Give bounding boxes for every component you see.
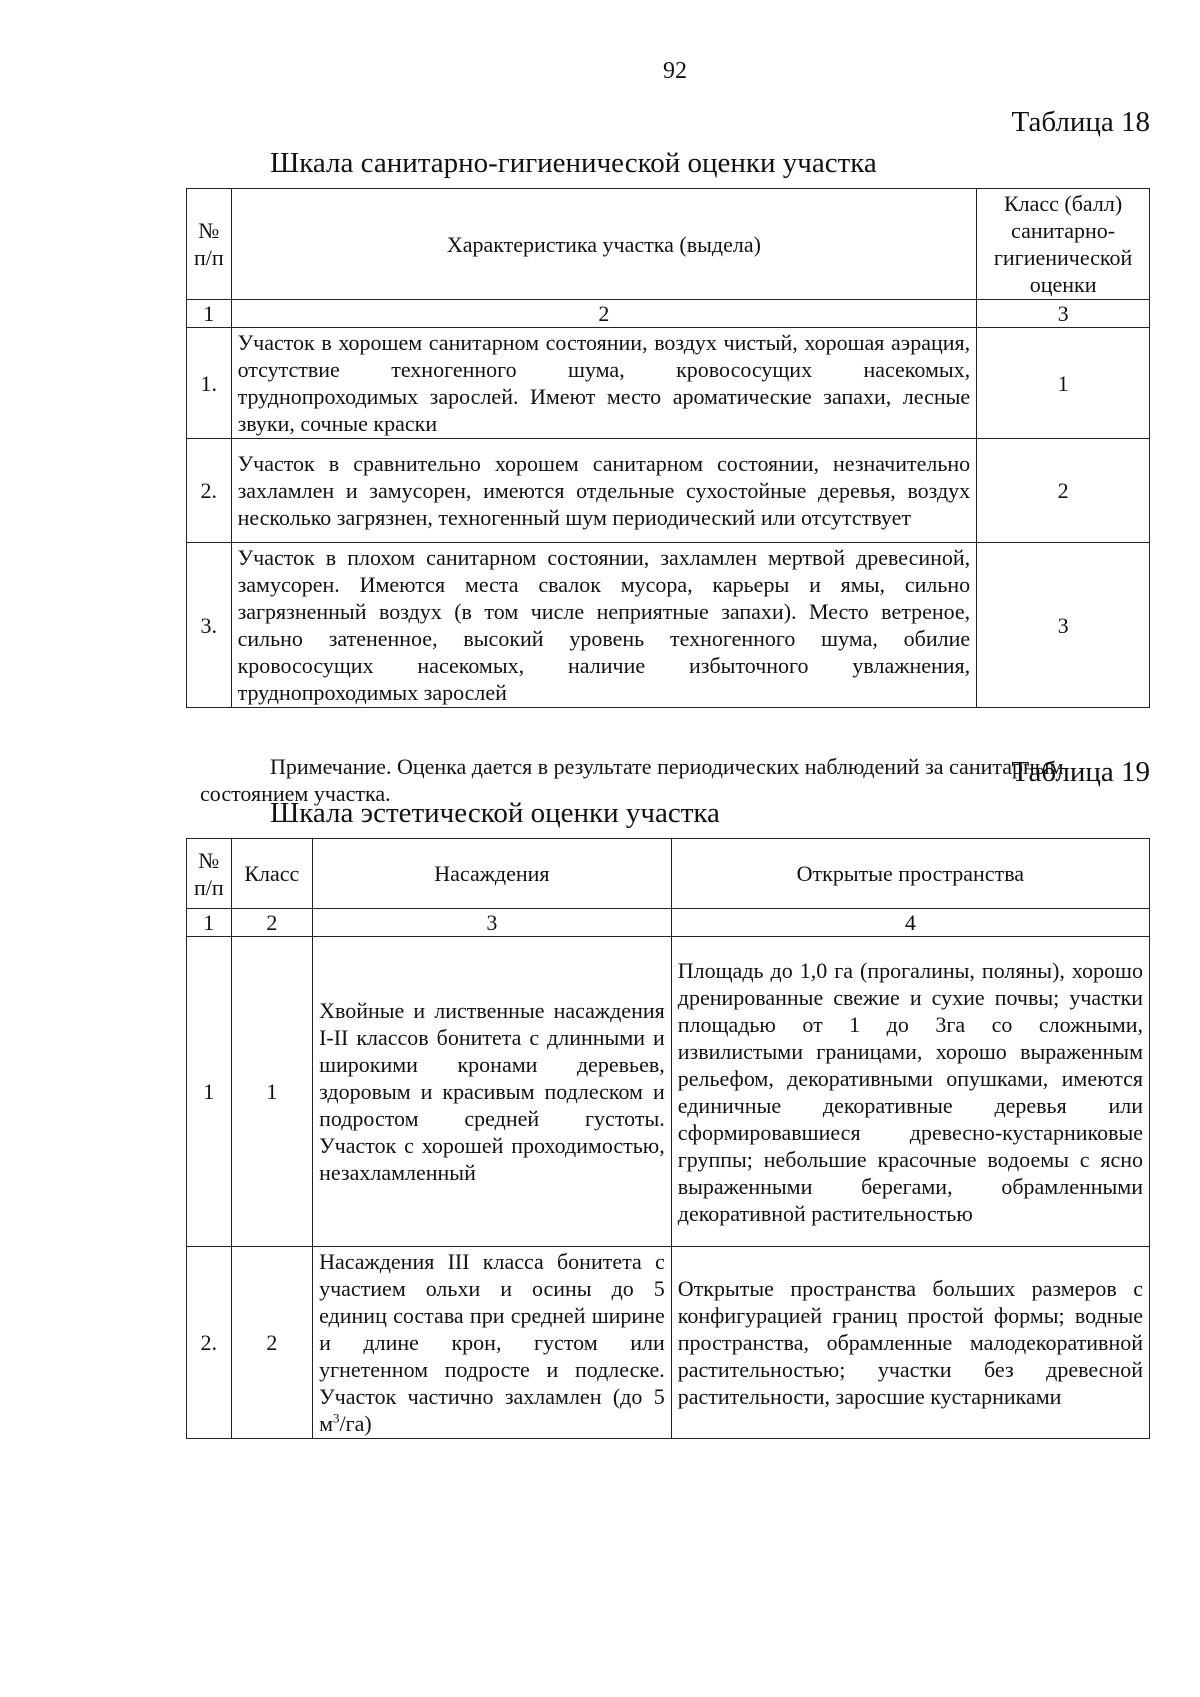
row-score: 3 bbox=[977, 543, 1150, 708]
row-class: 1 bbox=[231, 937, 313, 1247]
t18-header-class: Класс (балл) санитарно-гигиенической оценки bbox=[977, 189, 1150, 300]
row-score: 2 bbox=[977, 439, 1150, 543]
table18-title: Шкала санитарно-гигиенической оценки участка bbox=[270, 147, 877, 179]
row-number: 3. bbox=[187, 543, 232, 708]
row-score: 1 bbox=[977, 328, 1150, 439]
page-number: 92 bbox=[663, 58, 687, 84]
row-number: 1 bbox=[187, 937, 232, 1247]
t19-colnum: 3 bbox=[313, 909, 672, 937]
row-number: 2. bbox=[187, 1247, 232, 1439]
row-number: 1. bbox=[187, 328, 232, 439]
row-characteristic: Участок в хорошем санитарном состоянии, воздух чистый, хорошая аэрация, отсутствие техногенного шума, кровососущих насекомых, труднопроходимых зарослей. Имеют место ароматические запахи, лесные звуки, сочные краски bbox=[231, 328, 977, 439]
row-stands: Хвойные и лиственные насаждения I-II классов бонитета с длинными и широкими кронами деревьев, здоровым и красивым подлеском и подростом средней густоты. Участок с хорошей проходимостью, незахламленный bbox=[313, 937, 672, 1247]
row-characteristic: Участок в плохом санитарном состоянии, захламлен мертвой древесиной, замусорен. Имеются места свалок мусора, карьеры и ямы, сильно загрязненный воздух (в том числе неприятные запахи). Место ветреное, сильно затененное, высокий уровень техногенного шума, обилие кровососущих насекомых, наличие избыточного увлажнения, труднопроходимых зарослей bbox=[231, 543, 977, 708]
row-number: 2. bbox=[187, 439, 232, 543]
t18-header-num: № п/п bbox=[187, 189, 232, 300]
note: Примечание. Оценка дается в результате периодических наблюдений за санитарным состоянием участка. bbox=[200, 754, 1064, 806]
t19-colnum: 4 bbox=[671, 909, 1149, 937]
table18 bbox=[186, 188, 1150, 708]
table19-title: Шкала эстетической оценки участка bbox=[270, 797, 720, 829]
t19-header-open-spaces: Открытые пространства bbox=[671, 839, 1149, 909]
t18-header-characteristic: Характеристика участка (выдела) bbox=[231, 189, 977, 300]
row-open-spaces: Открытые пространства больших размеров с конфигурацией границ простой формы; водные пространства, обрамленные малодекоративной растительностью; участки без древесной растительности, заросшие кустарниками bbox=[671, 1247, 1149, 1439]
table18-label: Таблица 18 bbox=[1011, 106, 1150, 138]
t19-header-class: Класс bbox=[231, 839, 313, 909]
row-stands-text: Насаждения III класса бонитета с участием ольхи и осины до 5 единиц состава при средней ширине и длине крон, густом или угнетенном подросте и подлеске. Участок частично захламлен (до 5 м bbox=[319, 1249, 665, 1436]
table-row bbox=[187, 328, 1150, 439]
table-row bbox=[187, 937, 1150, 1247]
row-stands-tail: /га) bbox=[339, 1411, 372, 1436]
t18-colnum: 2 bbox=[231, 300, 977, 328]
table-row bbox=[187, 439, 1150, 543]
row-class: 2 bbox=[231, 1247, 313, 1439]
superscript: 3 bbox=[333, 1410, 340, 1426]
t19-colnum: 1 bbox=[187, 909, 232, 937]
row-stands bbox=[313, 1247, 672, 1439]
table-row bbox=[187, 1247, 1150, 1439]
row-characteristic: Участок в сравнительно хорошем санитарном состоянии, незначительно захламлен и замусорен, имеются отдельные сухостойные деревья, воздух несколько загрязнен, техногенный шум периодический или отсутствует bbox=[231, 439, 977, 543]
t18-colnum: 3 bbox=[977, 300, 1150, 328]
t19-header-num: № п/п bbox=[187, 839, 232, 909]
t19-header-stands: Насаждения bbox=[313, 839, 672, 909]
table-row bbox=[187, 543, 1150, 708]
table19 bbox=[186, 838, 1150, 1439]
table19-label: Таблица 19 bbox=[1011, 756, 1150, 788]
t19-colnum: 2 bbox=[231, 909, 313, 937]
t18-colnum: 1 bbox=[187, 300, 232, 328]
row-open-spaces: Площадь до 1,0 га (прогалины, поляны), хорошо дренированные свежие и сухие почвы; участки площадью от 1 до 3га со сложными, извилистыми границами, хорошо выраженным рельефом, декоративными опушками, имеются единичные декоративные деревья или сформировавшиеся древесно-кустарниковые группы; небольшие красочные водоемы с ясно выраженными берегами, обрамленными декоративной растительностью bbox=[671, 937, 1149, 1247]
